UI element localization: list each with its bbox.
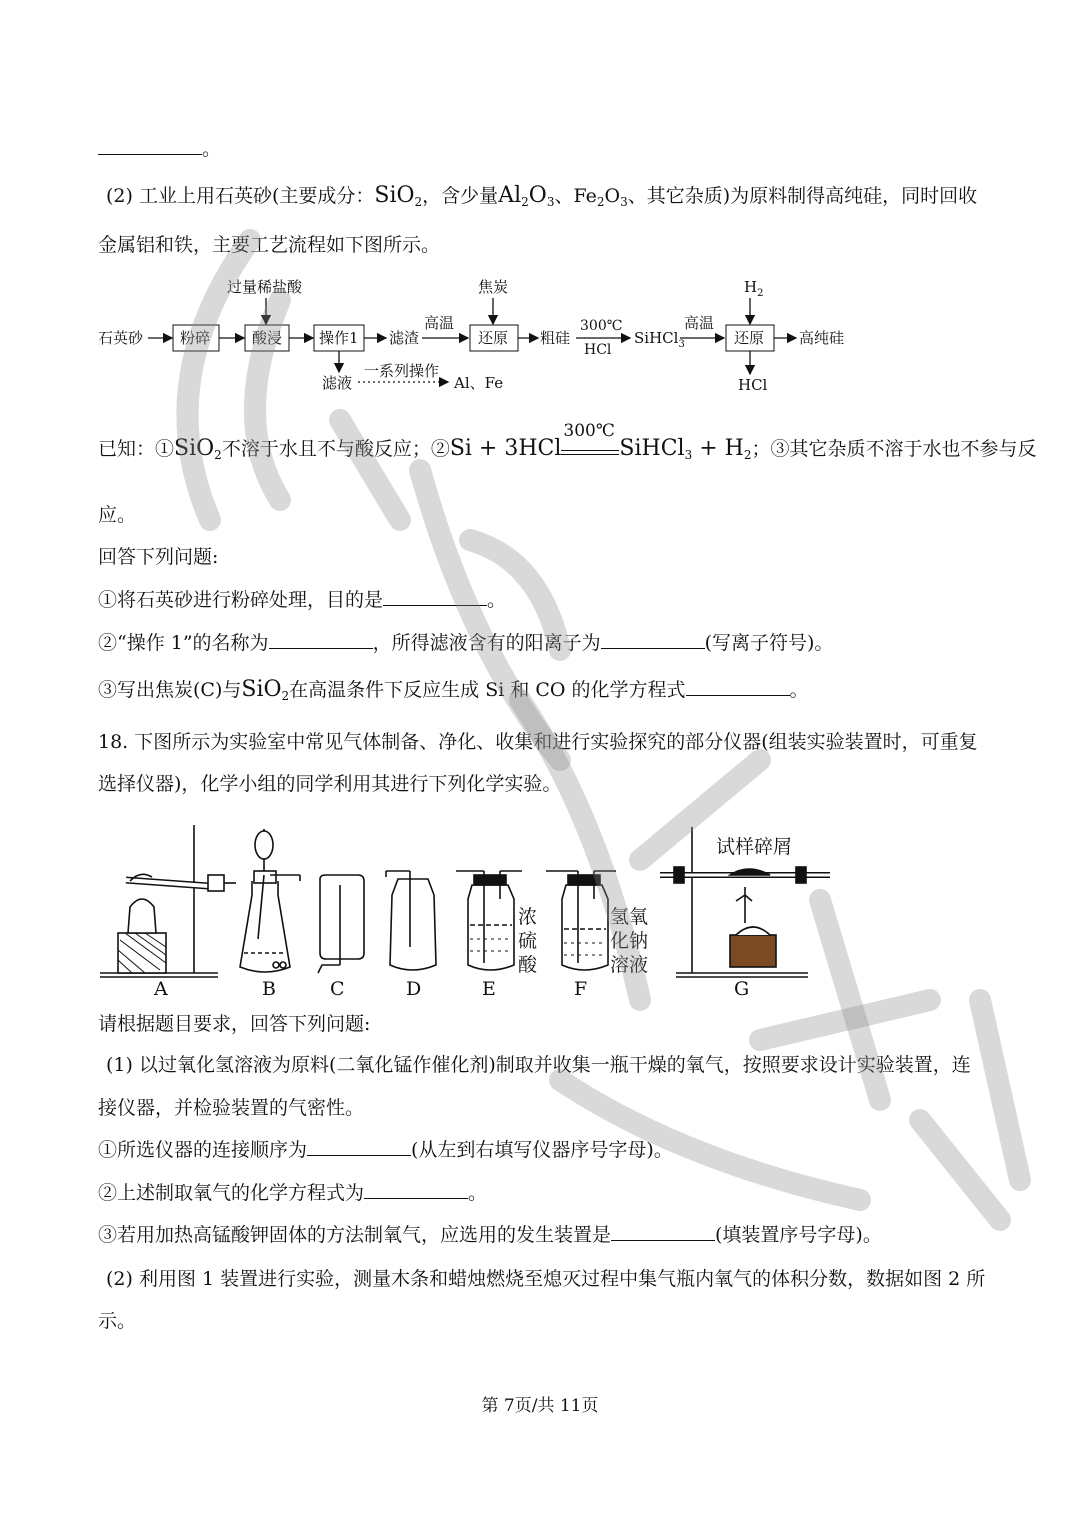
apparatus-a — [100, 825, 236, 977]
part1-line1: (1) 以过氧化氢溶液为原料(二氧化锰作催化剂)制取并收集一瓶干燥的氧气，按照要求设计实验装置，连 — [106, 1054, 971, 1076]
apparatus-d — [386, 871, 436, 970]
answer-blank[interactable] — [686, 677, 790, 696]
apparatus-f — [546, 871, 616, 970]
flow-residue: 滤渣 — [389, 329, 420, 347]
equation-si-hcl: Si + 3HCl 300℃ SiHCl$_3$ + $H_2$ — [449, 421, 752, 462]
flow-h2: $H_2$ — [744, 278, 764, 299]
svg-text:粉碎: 粉碎 — [180, 329, 211, 347]
flow-high-temp-2: 高温 — [684, 314, 715, 332]
flow-coke: 焦炭 — [478, 278, 509, 296]
answer-blank[interactable] — [269, 630, 373, 649]
flow-cond-temp: 300℃ — [580, 318, 623, 334]
svg-text:还原: 还原 — [734, 329, 765, 347]
formula-sio2: SiO$_2$ — [374, 183, 423, 209]
label-b: B — [262, 978, 276, 1000]
part1-q3: ③若用加热高锰酸钾固体的方法制氧气，应选用的发生装置是 (填装置序号字母)。 — [98, 1224, 882, 1246]
svg-text:操作1: 操作1 — [319, 329, 359, 347]
q17-part2-line1: (2) 工业上用石英砂(主要成分：SiO$_2$，含少量$Al_2O_3$、$Fe_2O_3$、其它杂质)为原料制得高纯硅，同时回收 — [106, 183, 978, 209]
flow-start: 石英砂 — [98, 329, 144, 347]
part2-line2: 示。 — [98, 1310, 137, 1332]
answer-blank[interactable] — [98, 136, 202, 155]
part1-line2: 接仪器，并检验装置的气密性。 — [98, 1097, 365, 1119]
q18-line1: 18. 下图所示为实验室中常见气体制备、净化、收集和进行实验探究的部分仪器(组装实验装置时，可重复 — [98, 731, 978, 753]
part1-q1: ①所选仪器的连接顺序为 (从左到右填写仪器序号字母)。 — [98, 1139, 673, 1161]
flow-metals: Al、Fe — [454, 374, 504, 392]
apparatus-c — [318, 875, 364, 973]
apparatus-e — [456, 871, 522, 970]
question-1: ①将石英砂进行粉碎处理，目的是 。 — [98, 589, 507, 611]
formula-fe2o3: $Fe_2O_3$ — [573, 185, 628, 209]
svg-text:酸浸: 酸浸 — [252, 329, 283, 347]
part1-q2: ②上述制取氧气的化学方程式为 。 — [98, 1182, 488, 1204]
page-footer: 第 7页/共 11页 — [481, 1396, 599, 1416]
answer-blank[interactable] — [307, 1137, 411, 1156]
answer-blank[interactable] — [601, 630, 705, 649]
known-conditions-line1: 已知：①SiO$_2$不溶于水且不与酸反应；②Si + 3HCl 300℃ SiHCl$_3$ + $H_2$；③其它杂质不溶于水也不参与反 — [98, 421, 1037, 462]
flow-filtrate: 滤液 — [322, 374, 353, 392]
flow-sihcl3: SiHCl$_3$ — [634, 329, 685, 350]
q17-part2-line2: 金属铝和铁，主要工艺流程如下图所示。 — [98, 234, 441, 256]
label-c: C — [330, 978, 345, 1000]
g-sample-label: 试样碎屑 — [716, 836, 793, 858]
e-reagent-2: 硫 — [518, 930, 538, 952]
f-reagent-3: 溶液 — [610, 954, 649, 976]
answer-prompt: 回答下列问题: — [98, 546, 219, 568]
question-2: ②“操作 1”的名称为 ，所得滤液含有的阳离子为 (写离子符号)。 — [98, 632, 834, 654]
label-f: F — [574, 978, 588, 1000]
q18-line2: 选择仪器)，化学小组的同学利用其进行下列化学实验。 — [98, 773, 562, 795]
answer-blank[interactable] — [611, 1222, 715, 1241]
e-reagent-1: 浓 — [518, 906, 538, 928]
apparatus-figure — [0, 815, 1080, 1000]
flow-series-ops: 一系列操作 — [364, 362, 440, 380]
question-3: ③写出焦炭(C)与SiO$_2$在高温条件下反应生成 Si 和 CO 的化学方程式 。 — [98, 677, 809, 703]
flow-crude-si: 粗硅 — [540, 329, 571, 347]
label-a: A — [154, 978, 168, 1000]
flow-cond-hcl: HCl — [584, 342, 612, 358]
label-d: D — [406, 978, 422, 1000]
flow-high-temp-1: 高温 — [424, 314, 455, 332]
label-e: E — [482, 978, 496, 1000]
apparatus-b — [240, 829, 300, 972]
answer-blank[interactable] — [383, 587, 487, 606]
known-conditions-line2: 应。 — [98, 504, 137, 526]
svg-text:还原: 还原 — [478, 329, 509, 347]
label-g: G — [734, 978, 750, 1000]
top-answer-line: 。 — [98, 136, 221, 162]
e-reagent-3: 酸 — [518, 954, 538, 976]
f-reagent-1: 氢氧 — [610, 906, 649, 928]
formula-al2o3: $Al_2O_3$ — [498, 183, 555, 209]
instruction: 请根据题目要求，回答下列问题: — [98, 1013, 371, 1035]
flow-acid-input: 过量稀盐酸 — [227, 278, 303, 296]
flow-hcl-out: HCl — [738, 376, 768, 394]
answer-blank[interactable] — [364, 1180, 468, 1199]
process-flow-diagram — [0, 270, 1080, 400]
f-reagent-2: 化钠 — [610, 930, 649, 952]
part2-line1: (2) 利用图 1 装置进行实验，测量木条和蜡烛燃烧至熄灭过程中集气瓶内氧气的体积分数，数据如图 2 所 — [106, 1268, 986, 1290]
flow-pure-si: 高纯硅 — [799, 329, 845, 347]
